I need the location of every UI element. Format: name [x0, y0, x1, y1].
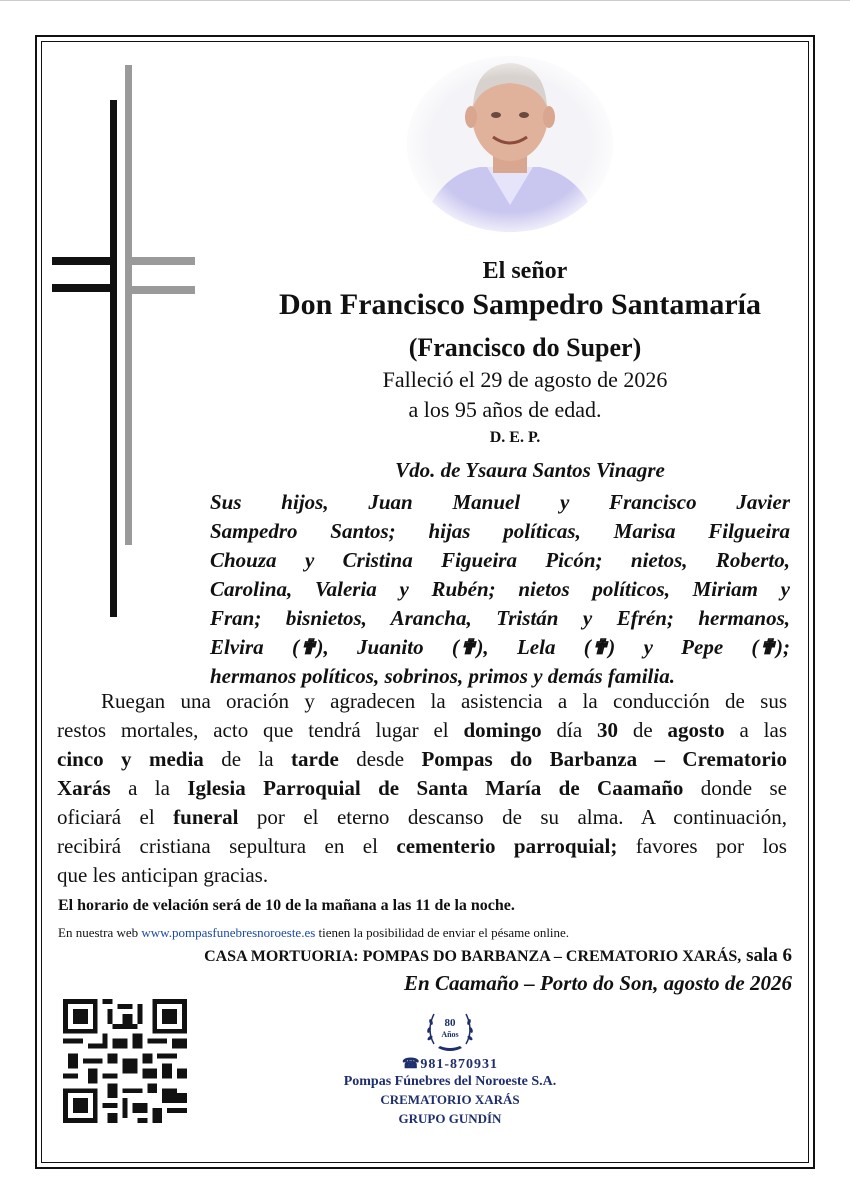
paragraph-line: oficiará el funeral por el eterno descanso de su alma. A continuación, — [57, 805, 787, 829]
family-line: hermanos políticos, sobrinos, primos y demás familia. — [210, 664, 675, 688]
funeral-home: CASA MORTUORIA: POMPAS DO BARBANZA – CREMATORIO XARÁS, sala 6 — [204, 945, 792, 966]
death-date: Falleció el 29 de agosto de 2026 — [382, 367, 668, 392]
age-text: a los 95 años de edad. — [408, 397, 602, 422]
family-line: Elvira (✟), Juanito (✟), Lela (✟) y Pepe (✟); — [210, 635, 790, 659]
family-line: Sampedro Santos; hijas políticas, Marisa Filgueira — [210, 519, 790, 543]
company-name: Pompas Fúnebres del Noroeste S.A. — [343, 1074, 557, 1089]
group-name: GRUPO GUNDÍN — [398, 1111, 502, 1126]
logo-number: 80 — [444, 1017, 456, 1029]
phone-number: ☎981-870931 — [401, 1057, 499, 1072]
logo-years: Años — [441, 1030, 459, 1039]
paragraph-line: cinco y media de la tarde desde Pompas do Barbanza – Crematorio — [57, 747, 787, 771]
service-paragraph — [57, 687, 787, 890]
family-line: Sus hijos, Juan Manuel y Francisco Javier — [210, 490, 790, 514]
cross-icon — [50, 65, 200, 617]
qr-code[interactable] — [63, 999, 187, 1123]
portrait-photo — [405, 55, 615, 233]
deceased-nickname: (Francisco do Super) — [408, 333, 642, 362]
paragraph-line: que les anticipan gracias. — [57, 863, 269, 887]
family-line: Chouza y Cristina Figueira Picón; nietos, Roberto, — [210, 548, 790, 572]
widow-text: Vdo. de Ysaura Santos Vinagre — [395, 458, 665, 482]
deceased-name: Don Francisco Sampedro Santamaría — [279, 288, 761, 321]
place-date: En Caamaño – Porto do Son, agosto de 2026 — [404, 971, 792, 995]
family-line: Carolina, Valeria y Rubén; nietos políticos, Miriam y — [210, 577, 790, 601]
anniversary-logo — [424, 1004, 476, 1054]
web-notice: En nuestra web www.pompasfunebresnoroeste.es tienen la posibilidad de enviar el pésame online. — [58, 925, 570, 940]
viewing-hours: El horario de velación será de 10 de la mañana a las 11 de la noche. — [58, 897, 515, 914]
website-link[interactable]: www.pompasfunebresnoroeste.es — [141, 925, 316, 940]
paragraph-line: restos mortales, acto que tendrá lugar el domingo día 30 de agosto a las — [57, 718, 788, 742]
paragraph-line: recibirá cristiana sepultura en el cementerio parroquial; favores por los — [57, 834, 787, 858]
top-edge-line — [0, 0, 850, 1]
rip-text: D. E. P. — [489, 429, 541, 446]
paragraph-line: Xarás a la Iglesia Parroquial de Santa María de Caamaño donde se — [57, 776, 787, 800]
family-line: Fran; bisnietos, Arancha, Tristán y Efrén; hermanos, — [210, 606, 790, 630]
title-el-senor: El señor — [482, 258, 568, 284]
crematorio-name: CREMATORIO XARÁS — [380, 1092, 520, 1107]
paragraph-line: Ruegan una oración y agradecen la asistencia a la conducción de sus — [101, 689, 787, 713]
family-list — [210, 488, 790, 691]
